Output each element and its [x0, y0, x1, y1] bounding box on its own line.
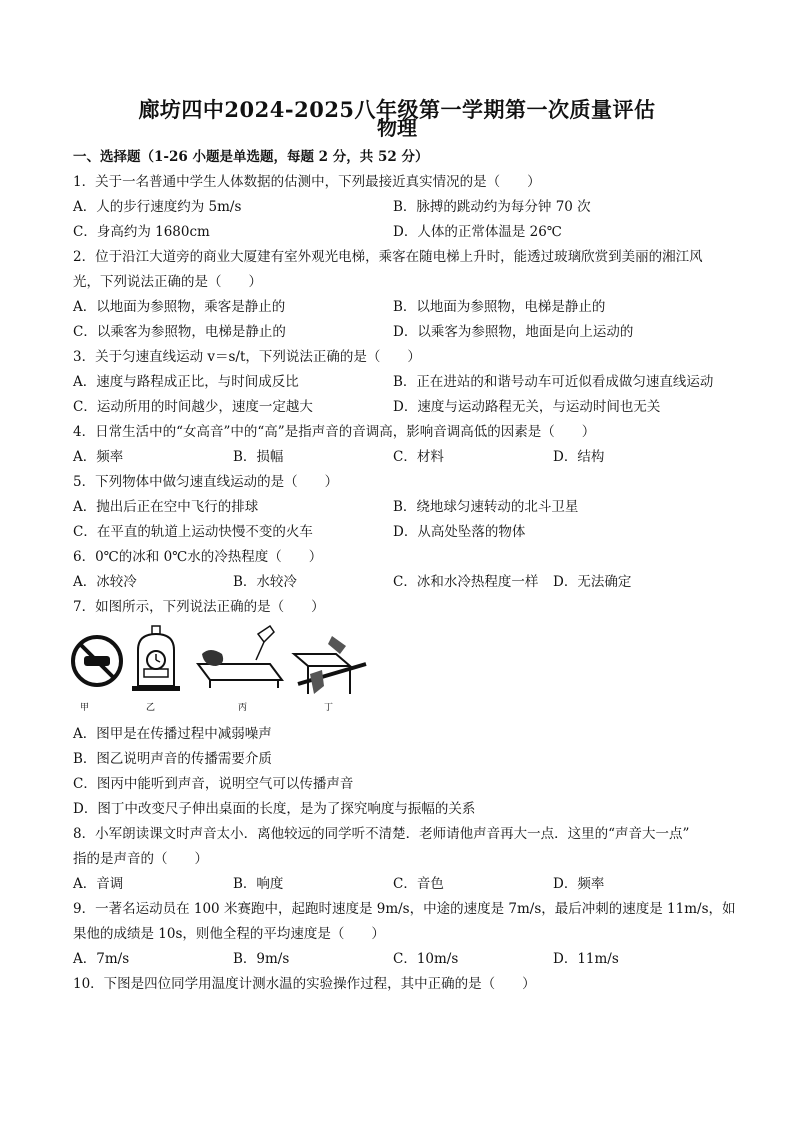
question-7-figure [70, 624, 370, 714]
question-stem-continued: 指的是声音的（ ） [73, 851, 208, 867]
question-stem: 1．关于一名普通中学生人体数据的估测中，下列最接近真实情况的是（ ） [73, 174, 541, 190]
option-c: C．身高约为 1680cm [73, 224, 210, 240]
question-stem-continued: 果他的成绩是 10s，则他全程的平均速度是（ ） [73, 926, 385, 942]
ruler-on-table-icon [294, 636, 366, 694]
question-stem: 4．日常生活中的“女高音”中的“高”是指声音的音调高，影响音调高低的因素是（ ） [73, 424, 596, 440]
option-c: C．冰和水冷热程度一样 [393, 574, 539, 590]
option-a: A．以地面为参照物，乘客是静止的 [73, 299, 286, 315]
option-c: C．图丙中能听到声音，说明空气可以传播声音 [73, 776, 354, 792]
option-d: D．以乘客为参照物，地面是向上运动的 [393, 324, 634, 340]
option-a: A．图甲是在传播过程中减弱噪声 [73, 726, 272, 742]
option-b: B．以地面为参照物，电梯是静止的 [393, 299, 606, 315]
ear-on-table-icon [198, 626, 282, 688]
option-a: A．速度与路程成正比，与时间成反比 [73, 374, 299, 390]
option-d: D．速度与运动路程无关，与运动时间也无关 [393, 399, 661, 415]
question-stem-continued: 光，下列说法正确的是（ ） [73, 274, 262, 290]
option-b: B．正在进站的和谐号动车可近似看成做匀速直线运动 [393, 374, 714, 390]
option-a: A．音调 [73, 876, 124, 892]
option-c: C．材料 [393, 449, 444, 465]
option-d: D．结构 [553, 449, 605, 465]
option-c: C．在平直的轨道上运动快慢不变的火车 [73, 524, 313, 540]
option-d: D．从高处坠落的物体 [393, 524, 526, 540]
option-c: C．运动所用的时间越少，速度一定越大 [73, 399, 313, 415]
option-c: C．以乘客为参照物，电梯是静止的 [73, 324, 286, 340]
section-heading: 一、选择题（1-26 小题是单选题，每题 2 分，共 52 分） [73, 149, 429, 165]
option-b: B．水较冷 [233, 574, 297, 590]
option-a: A．抛出后正在空中飞行的排球 [73, 499, 259, 515]
question-stem: 8．小军朗读课文时声音太小．离他较远的同学听不清楚．老师请他声音再大一点．这里的“声音大一点” [73, 826, 690, 842]
question-stem: 10．下图是四位同学用温度计测水温的实验操作过程，其中正确的是（ ） [73, 976, 536, 992]
option-b: B．损幅 [233, 449, 284, 465]
option-d: D．无法确定 [553, 574, 632, 590]
option-d: D．人体的正常体温是 26℃ [393, 224, 562, 240]
bell-jar-icon [132, 626, 180, 691]
subject-title: 物理 [377, 116, 417, 140]
figure-label-jia: 甲 [80, 703, 90, 713]
question-stem: 3．关于匀速直线运动 v＝s/t，下列说法正确的是（ ） [73, 349, 421, 365]
option-a: A．7m/s [73, 951, 130, 967]
question-stem: 7．如图所示，下列说法正确的是（ ） [73, 599, 325, 615]
option-d: D．图丁中改变尺子伸出桌面的长度，是为了探究响度与振幅的关系 [73, 801, 476, 817]
option-a: A．冰较冷 [73, 574, 137, 590]
option-c: C．音色 [393, 876, 444, 892]
question-stem: 2．位于沿江大道旁的商业大厦建有室外观光电梯，乘客在随电梯上升时，能透过玻璃欣赏到美丽的湘江风 [73, 249, 703, 265]
option-d: D．频率 [553, 876, 605, 892]
option-a: A．人的步行速度约为 5m/s [73, 199, 242, 215]
option-c: C．10m/s [393, 951, 459, 967]
option-d: D．11m/s [553, 951, 619, 967]
option-b: B．9m/s [233, 951, 290, 967]
question-stem: 6．0℃的冰和 0℃水的冷热程度（ ） [73, 549, 323, 565]
option-b: B．绕地球匀速转动的北斗卫星 [393, 499, 579, 515]
figure-label-bing: 丙 [238, 703, 248, 713]
option-a: A．频率 [73, 449, 124, 465]
option-b: B．脉搏的跳动约为每分钟 70 次 [393, 199, 591, 215]
no-horn-sign-icon [73, 637, 121, 685]
question-stem: 9．一著名运动员在 100 米赛跑中，起跑时速度是 9m/s，中途的速度是 7m/s，最后冲刺的速度是 11m/s，如 [73, 901, 736, 917]
page-title: 廊坊四中2024-2025八年级第一学期第一次质量评估 [138, 97, 656, 122]
question-stem: 5．下列物体中做匀速直线运动的是（ ） [73, 474, 339, 490]
option-b: B．响度 [233, 876, 284, 892]
figure-label-yi: 乙 [146, 703, 156, 713]
figure-label-ding: 丁 [324, 703, 334, 713]
option-b: B．图乙说明声音的传播需要介质 [73, 751, 272, 767]
